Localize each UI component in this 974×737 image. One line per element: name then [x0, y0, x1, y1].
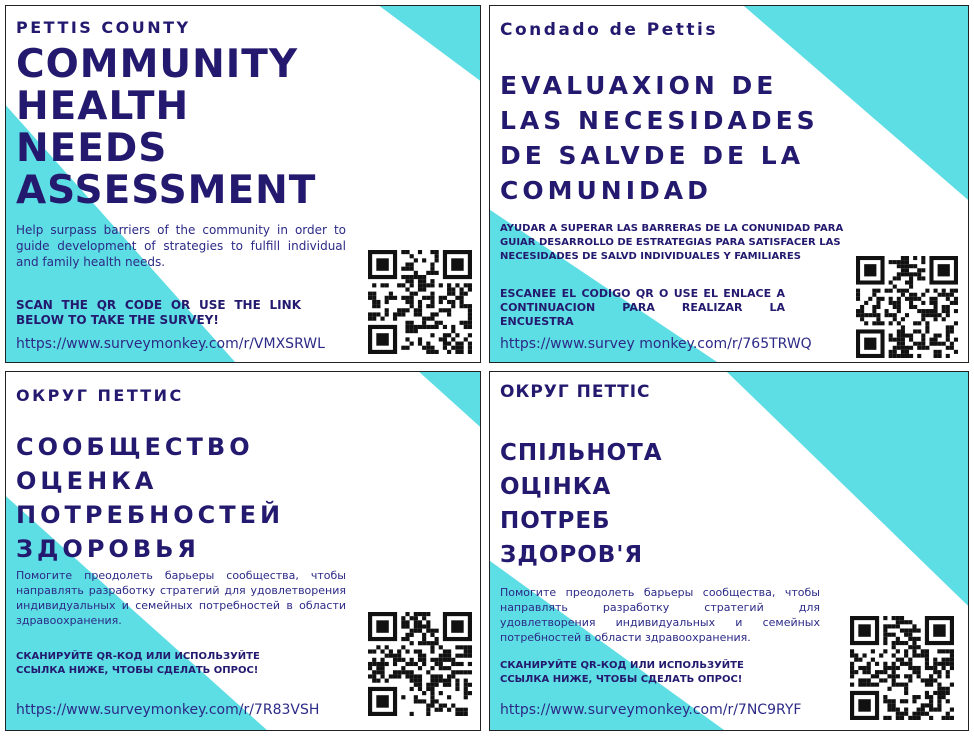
title-line: EVALUAXION DE	[500, 71, 778, 100]
title-line: COMUNIDAD	[500, 176, 712, 205]
title-line: LAS NECESIDADES	[500, 106, 819, 135]
title-line: ЗДОРОВЬЯ	[16, 535, 200, 563]
title-line: ПОТРЕБНОСТЕЙ	[16, 501, 285, 529]
survey-link[interactable]: https://www.surveymonkey.com/r/7NC9RYF	[500, 702, 802, 718]
title-line: HEALTH	[16, 84, 190, 129]
title-line: СООБЩЕСТВО	[16, 433, 254, 461]
page-title	[16, 44, 316, 212]
description-text: Help surpass barriers of the community in order to guide development of strategies to fulfill individual and family health needs.	[16, 223, 346, 269]
flyer-card-ukrainian	[489, 371, 969, 731]
qr-code-icon[interactable]	[852, 252, 962, 362]
title-line: COMMUNITY	[16, 42, 299, 87]
page-title	[500, 68, 819, 208]
call-to-action: СКАНИРУЙТЕ QR-КОД ИЛИ ИСПОЛЬЗУЙТЕ ССЫЛКА НИЖЕ, ЧТОБЫ СДЕЛАТЬ ОПРОС!	[500, 660, 744, 685]
title-line: ASSESSMENT	[16, 168, 317, 213]
description-text: AYUDAR A SUPERAR LAS BARRERAS DE LA CONUNIDAD PARA GUIAR DESARROLLO DE ESTRATEGIAS PARA SATISFACER LAS NECESIDADES DE SALVD INDIVIDUALES Y FAMILIARES	[500, 223, 844, 262]
title-line: СПІЛЬНОТА	[500, 440, 663, 466]
flyer-card-russian	[5, 371, 481, 731]
call-to-action: SCAN THE QR CODE OR USE THE LINK BELOW TO TAKE THE SURVEY!	[16, 298, 301, 327]
title-line: NEEDS	[16, 126, 168, 171]
survey-link[interactable]: https://www.surveymonkey.com/r/7R83VSH	[16, 702, 320, 718]
description-text: Помогите преодолеть барьеры сообщества, чтобы направлять разработку стратегий для удовлетворения индивидуальных и семейных потребностей в области здравоохранения.	[16, 569, 346, 627]
title-line: ПОТРЕБ	[500, 508, 611, 534]
survey-link[interactable]: https://www.surveymonkey.com/r/VMXSRWL	[16, 336, 325, 352]
qr-code-icon[interactable]	[364, 246, 476, 358]
county-label: PETTIS COUNTY	[16, 18, 191, 37]
call-to-action: СКАНИРУЙТЕ QR-КОД ИЛИ ИСПОЛЬЗУЙТЕ ССЫЛКА НИЖЕ, ЧТОБЫ СДЕЛАТЬ ОПРОС!	[16, 651, 260, 676]
county-label: ОКРУГ ПЕТТИС	[16, 386, 184, 405]
title-line: ОЦІНКА	[500, 474, 612, 500]
survey-link[interactable]: https://www.survey monkey.com/r/765TRWQ	[500, 336, 812, 352]
title-line: DE SALVDE DE LA	[500, 141, 805, 170]
flyer-card-spanish	[489, 5, 969, 363]
county-label: ОКРУГ ПЕТТІС	[500, 382, 651, 402]
title-line: ОЦЕНКА	[16, 467, 158, 495]
description-text: Помогите преодолеть барьеры сообщества, чтобы направлять разработку стратегий для удовлетворения индивидуальных и семейных потребностей в области здравоохранения.	[500, 586, 820, 644]
call-to-action: ESCANEE EL CODIGO QR O USE EL ENLACE A CONTINUACION PARA REALIZAR LA ENCUESTRA	[500, 287, 785, 328]
qr-code-icon[interactable]	[364, 608, 476, 720]
county-label: Condado de Pettis	[500, 20, 718, 40]
qr-code-icon[interactable]	[846, 612, 958, 724]
page-title	[16, 430, 284, 566]
page-title	[500, 436, 663, 572]
title-line: ЗДОРОВ'Я	[500, 542, 644, 568]
flyer-card-english	[5, 5, 481, 363]
